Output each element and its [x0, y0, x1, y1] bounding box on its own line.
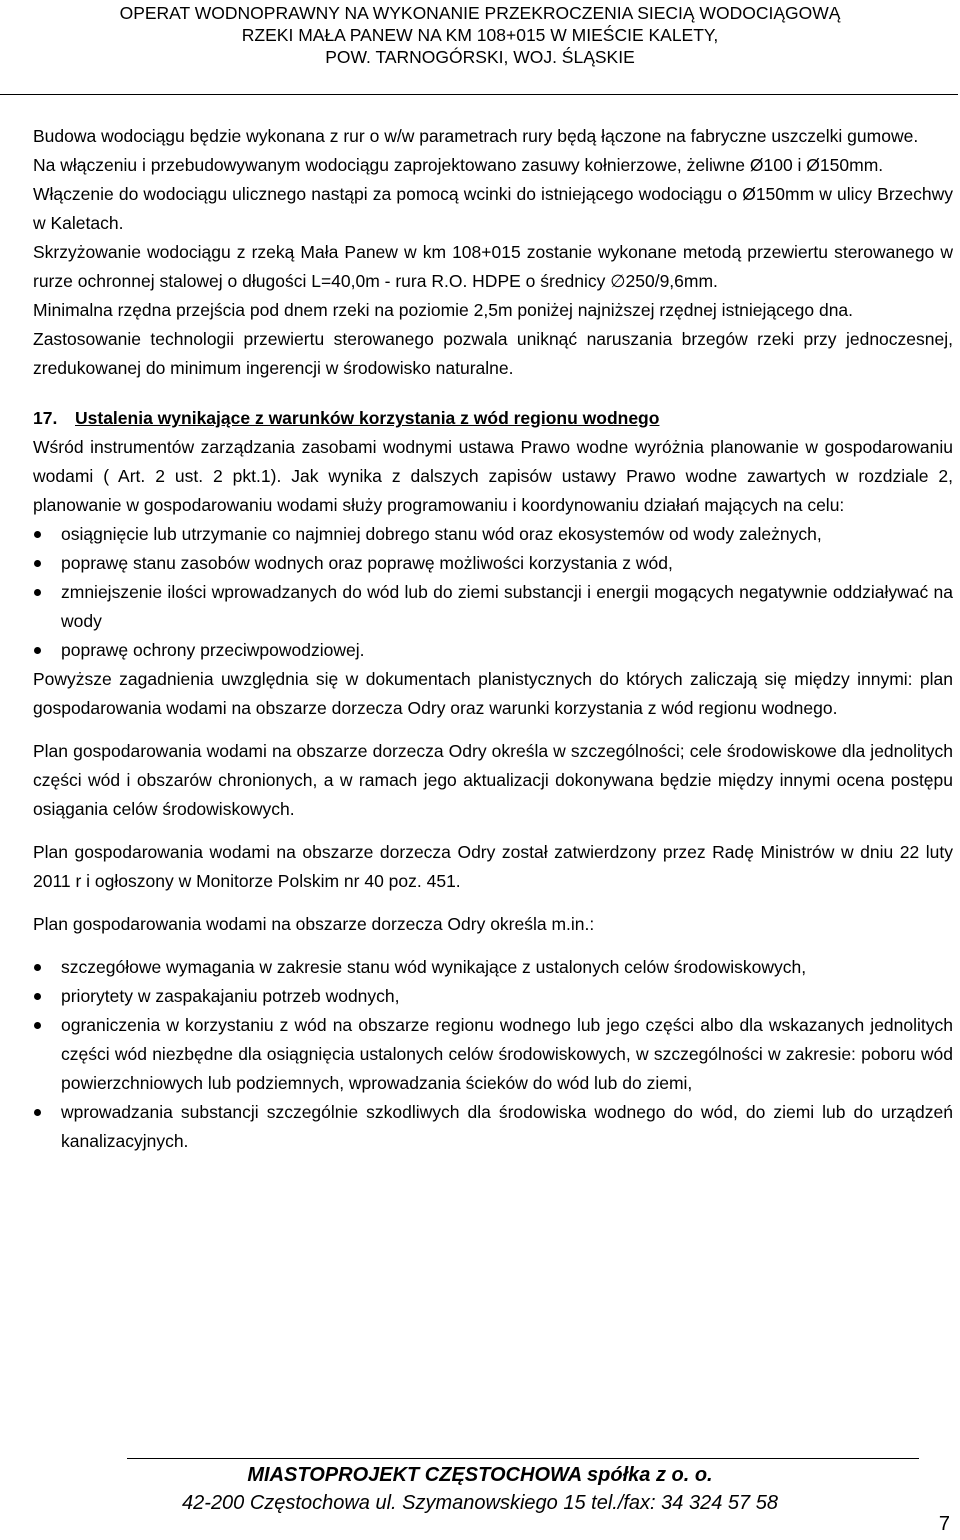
header-line-3: POW. TARNOGÓRSKI, WOJ. ŚLĄSKIE	[325, 47, 635, 67]
paragraph: Minimalna rzędna przejścia pod dnem rzeki na poziomie 2,5m poniżej najniższej rzędnej istniejącego dna.	[33, 300, 854, 320]
paragraph: Zastosowanie technologii przewiertu sterowanego pozwala uniknąć naruszania brzegów rzeki przy jednoczesnej, zredukowanej do minimum ingerencji w środowisko naturalne.	[33, 329, 953, 378]
bullet-icon	[34, 589, 41, 596]
bullet-icon	[34, 993, 41, 1000]
page-number: 7	[938, 1513, 950, 1535]
paragraph: Skrzyżowanie wodociągu z rzeką Mała Panew w km 108+015 zostanie wykonane metodą przewiertu sterowanego w rurze ochronnej stalowej o długości L=40,0m - rura R.O. HDPE o średnicy ∅250/9,6mm.	[33, 242, 953, 291]
bullet-icon	[34, 1109, 41, 1116]
section-number: 17.	[33, 408, 58, 428]
footer-company: MIASTOPROJEKT CZĘSTOCHOWA spółka z o. o.	[247, 1464, 713, 1486]
bullet-icon	[34, 964, 41, 971]
bullet-icon	[34, 531, 41, 538]
document-footer	[0, 1461, 960, 1517]
paragraph: Plan gospodarowania wodami na obszarze dorzecza Odry określa w szczególności; cele środowiskowe dla jednolitych części wód i obszarów chronionych, a w ramach jego aktualizacji dokonywana będzie między innymi ocena postępu osiągania celów środowiskowych.	[33, 741, 953, 819]
header-divider	[0, 94, 958, 95]
footer-address: 42-200 Częstochowa ul. Szymanowskiego 15 tel./fax: 34 324 57 58	[182, 1492, 778, 1514]
paragraph: Wśród instrumentów zarządzania zasobami wodnymi ustawa Prawo wodne wyróżnia planowanie w gospodarowaniu wodami ( Art. 2 ust. 2 pkt.1). Jak wynika z dalszych zapisów ustawy Prawo wodne zawartych w rozdziale 2, planowanie w gospodarowaniu wodami służy programowaniu i koordynowaniu działań mających na celu:	[33, 437, 953, 515]
section-heading	[33, 404, 953, 433]
header-line-1: OPERAT WODNOPRAWNY NA WYKONANIE PRZEKROCZENIA SIECIĄ WODOCIĄGOWĄ	[119, 3, 841, 23]
header-line-2: RZEKI MAŁA PANEW NA KM 108+015 W MIEŚCIE KALETY,	[241, 25, 719, 45]
bullet-icon	[34, 1022, 41, 1029]
list-item: poprawę ochrony przeciwpowodziowej.	[33, 636, 953, 665]
paragraph: Budowa wodociągu będzie wykonana z rur o w/w parametrach rury będą łączone na fabryczne uszczelki gumowe.	[33, 126, 919, 146]
list-item: szczegółowe wymagania w zakresie stanu wód wynikające z ustalonych celów środowiskowych,	[33, 953, 953, 982]
list-item: priorytety w zaspakajaniu potrzeb wodnych,	[33, 982, 953, 1011]
paragraph: Plan gospodarowania wodami na obszarze dorzecza Odry określa m.in.:	[33, 914, 595, 934]
list-item: zmniejszenie ilości wprowadzanych do wód lub do ziemi substancji i energii mogących negatywnie oddziaływać na wody	[33, 578, 953, 636]
bullet-icon	[34, 647, 41, 654]
document-header	[0, 0, 960, 72]
paragraph: Na włączeniu i przebudowywanym wodociągu zaprojektowano zasuwy kołnierzowe, żeliwne Ø100 i Ø150mm.	[33, 155, 884, 175]
paragraph: Powyższe zagadnienia uwzględnia się w dokumentach planistycznych do których zaliczają się między innymi: plan gospodarowania wodami na obszarze dorzecza Odry oraz warunki korzystania z wód regionu wodnego.	[33, 669, 953, 718]
bullet-icon	[34, 560, 41, 567]
paragraph: Włączenie do wodociągu ulicznego nastąpi za pomocą wcinki do istniejącego wodociągu o Ø150mm w ulicy Brzechwy w Kaletach.	[33, 184, 953, 233]
footer-divider	[127, 1458, 919, 1459]
plan-list	[33, 953, 953, 1156]
paragraph: Plan gospodarowania wodami na obszarze dorzecza Odry został zatwierdzony przez Radę Ministrów w dniu 22 luty 2011 r i ogłoszony w Monitorze Polskim nr 40 poz. 451.	[33, 842, 953, 891]
goals-list	[33, 520, 953, 665]
list-item: poprawę stanu zasobów wodnych oraz poprawę możliwości korzystania z wód,	[33, 549, 953, 578]
section-title: Ustalenia wynikające z warunków korzystania z wód regionu wodnego	[75, 408, 660, 428]
document-body	[33, 122, 953, 1156]
list-item: wprowadzania substancji szczególnie szkodliwych dla środowiska wodnego do wód, do ziemi lub do urządzeń kanalizacyjnych.	[33, 1098, 953, 1156]
list-item: ograniczenia w korzystaniu z wód na obszarze regionu wodnego lub jego części albo dla wskazanych jednolitych części wód niezbędne dla osiągnięcia ustalonych celów środowiskowych, w szczególności w zakresie: poboru wód powierzchniowych lub podziemnych, wprowadzania ścieków do wód lub do ziemi,	[33, 1011, 953, 1098]
list-item: osiągnięcie lub utrzymanie co najmniej dobrego stanu wód oraz ekosystemów od wody zależnych,	[33, 520, 953, 549]
